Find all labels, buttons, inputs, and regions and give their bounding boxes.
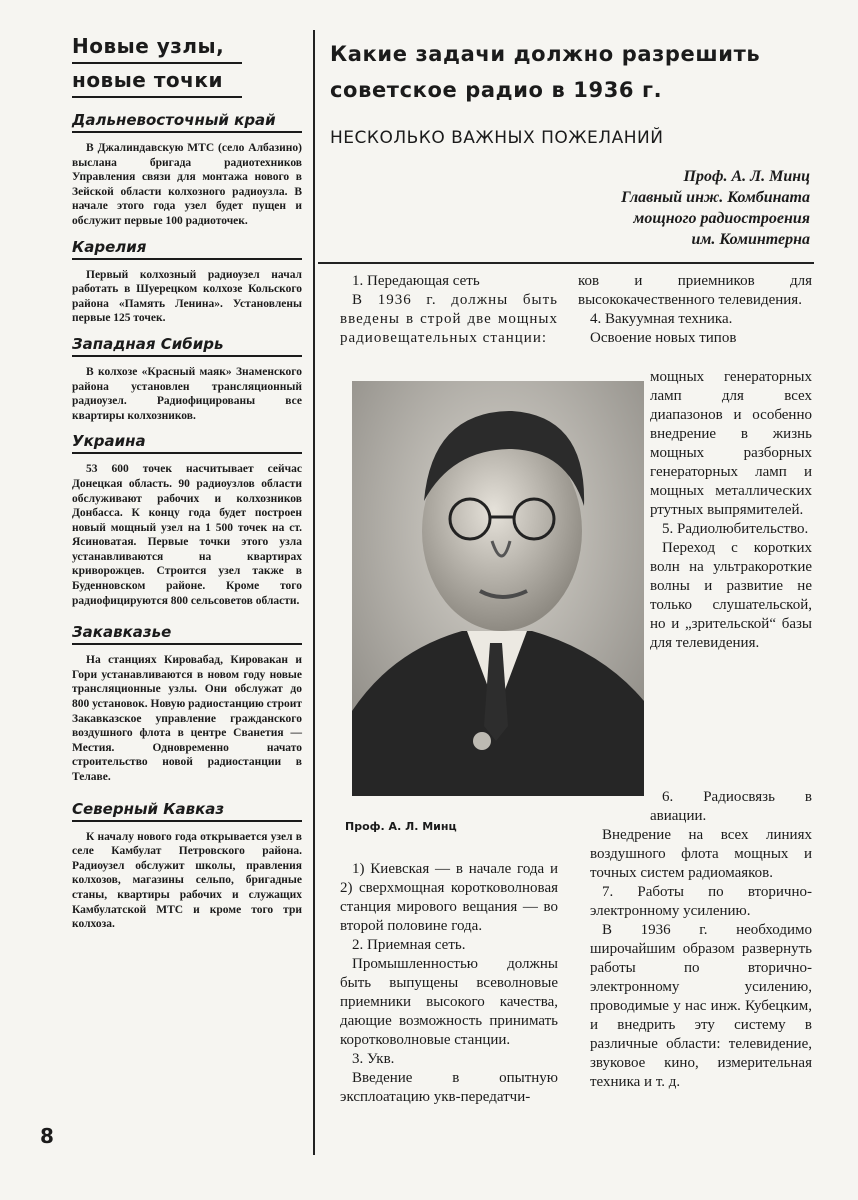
author-position: Главный инж. Комбината — [621, 189, 810, 206]
region-text: В Джалиндавскую МТС (село Албазино) выслана бригада радиотехников Управления связи для монтажа нового в Зейской области колхозного радиоузла. В начале этого года узел будет пущен и обслужит первые 100 радиоточек. — [72, 142, 302, 227]
region-text: Первый колхозный радиоузел начал работать в Шуерецком колхозе Кольского района «Память Ленина». Установлены первые 125 точек. — [72, 268, 302, 325]
paragraph: Внедрение на всех линиях воздушного флота мощных и точных систем радиомаяков. — [590, 827, 812, 881]
section-heading: 3. Укв. — [352, 1051, 395, 1067]
paragraph: 1) Киевская — в начале года и 2) сверхмощная коротковолновая станция мирового вещания — во второй половине года. — [340, 861, 558, 934]
page-number: 8 — [40, 1124, 54, 1148]
left-title-line-1: Новые узлы, — [72, 30, 242, 64]
paragraph: ков и приемников для высококачественного телевидения. — [578, 273, 812, 308]
region-heading: Закавказье — [72, 622, 302, 645]
paragraph: Освоение новых типов — [590, 330, 737, 346]
paragraph: мощных генераторных ламп для всех диапазонов и особенно внедрение в жизнь мощных разборных генераторных ламп и мощных металлических ртутных выпрямителей. — [650, 369, 812, 518]
paragraph: Переход с коротких волн на ультракороткие волны и развитие не только слушательской, но и „зрительской“ базы для телевидения. — [650, 540, 812, 651]
region-text: 53 600 точек насчитывает сейчас Донецкая область. 90 радиоузлов области обслуживают рабочих и колхозников Донбасса. К концу года будет построен новый мощный узел на 1 500 точек на ст. Ясиноватая. Первые точки этого узла устанавливаются на квартирах криворожцев. Строится узел также в Буденновском районе. Кроме того радиофицируются 800 сельсоветов области. — [72, 463, 302, 607]
section-heading: 5. Радиолюбительство. — [662, 521, 809, 537]
left-column-title — [72, 30, 302, 98]
paragraph: В 1936 г. должны быть введены в строй две мощных радиовещательных станции: — [340, 292, 558, 346]
region-text: К началу нового года открывается узел в селе Камбулат Петровского района. Радиоузел обслужит школы, правления колхозов, магазины сельпо, бригадные станы, квартиры рабочих и служащих Камбулатской МТС и кроме того три колхоза. — [72, 830, 302, 931]
author-position: им. Коминтерна — [691, 231, 810, 248]
portrait-photo — [352, 381, 644, 796]
region-heading: Дальневосточный край — [72, 110, 302, 133]
article-column-2-bottom — [590, 788, 812, 1092]
article-column-2-middle — [650, 368, 812, 653]
paragraph: Промышленностью должны быть выпущены всеволновые приемники высокого качества, дающие возможность принимать коротковолновые станции. — [340, 956, 558, 1048]
left-column — [72, 30, 302, 938]
region-heading: Западная Сибирь — [72, 334, 302, 357]
article-column-2-top — [578, 272, 812, 348]
article-author — [540, 166, 810, 250]
portrait-illustration — [352, 381, 644, 796]
header-rule — [318, 262, 814, 264]
section-heading: 2. Приемная сеть. — [352, 937, 466, 953]
article-subtitle: НЕСКОЛЬКО ВАЖНЫХ ПОЖЕЛАНИЙ — [330, 128, 664, 148]
column-divider — [313, 30, 315, 1155]
author-name: Проф. А. Л. Минц — [683, 168, 810, 185]
region-text: В колхозе «Красный маяк» Знаменского района установлен трансляционный радиоузел. Радиофицированы все квартиры колхозников. — [72, 365, 302, 422]
section-heading: 1. Передающая сеть — [352, 273, 480, 289]
section-heading: 6. Радиосвязь в авиации. — [650, 789, 812, 824]
article-column-1-bottom — [340, 860, 558, 1107]
article-column-1-top — [340, 272, 558, 348]
article-title: Какие задачи должно разрешить советское радио в 1936 г. — [330, 42, 761, 102]
section-heading: 4. Вакуумная техника. — [590, 311, 733, 327]
photo-caption: Проф. А. Л. Минц — [345, 820, 457, 833]
region-text: На станциях Кировабад, Кировакан и Гори устанавливаются в новом году новые трансляционные узлы. Они обслужат до 800 установок. Новую радиостанцию строит Закавказское управление гражданского воздушного флота в центре Сванетия — Местия. Одновременно начато строительство новой радиостанции в Телаве. — [72, 654, 302, 783]
left-title-line-2: новые точки — [72, 64, 242, 98]
author-position: мощного радиостроения — [633, 210, 810, 227]
paragraph: Введение в опытную эксплоатацию укв-передатчи- — [340, 1070, 558, 1105]
region-heading: Украина — [72, 431, 302, 454]
region-heading: Северный Кавказ — [72, 799, 302, 822]
paragraph: В 1936 г. необходимо широчайшим образом развернуть работы по вторично-электронному усилению, проводимые у нас инж. Кубецким, и внедрить эту систему в различные области: телевидение, звуковое кино, измерительная техника и т. д. — [590, 922, 812, 1090]
region-heading: Карелия — [72, 237, 302, 260]
section-heading: 7. Работы по вторично-электронному усилению. — [590, 884, 812, 919]
